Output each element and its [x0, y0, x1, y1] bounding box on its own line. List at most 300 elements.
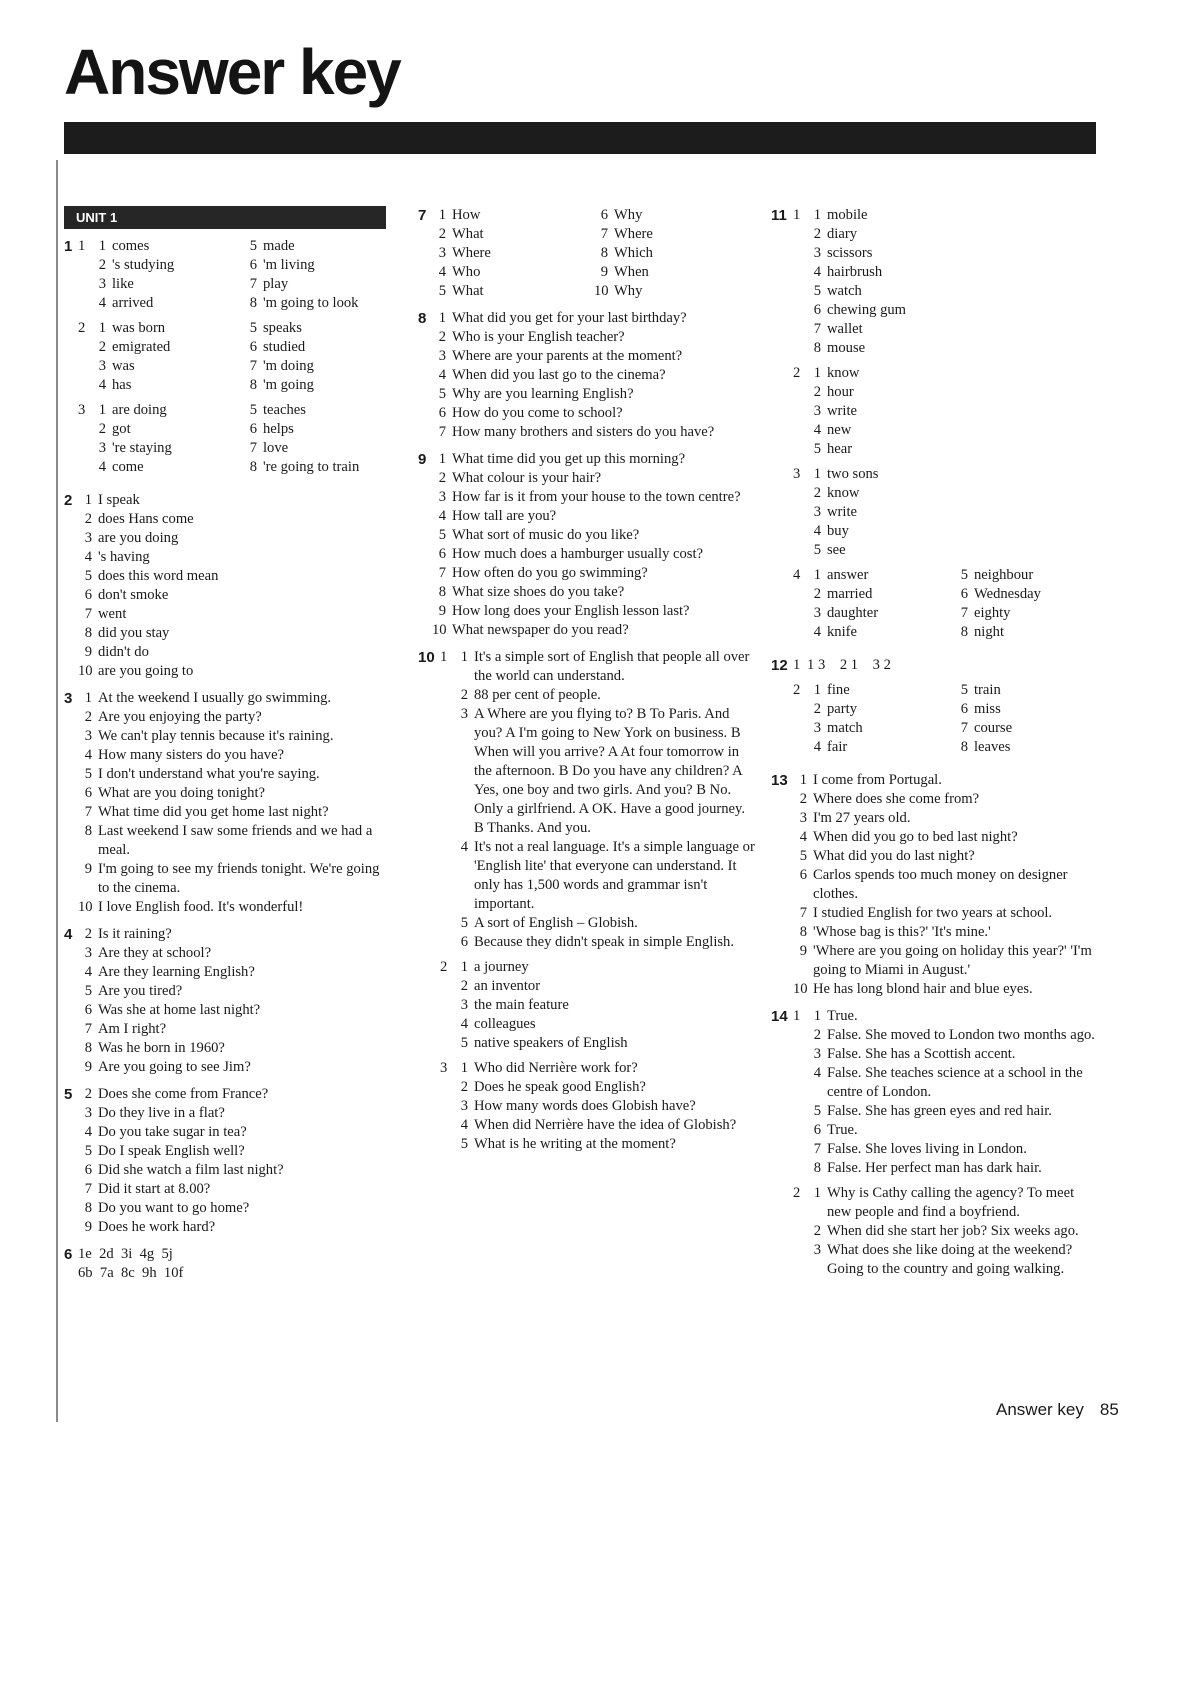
item-number: 2: [813, 586, 821, 602]
exercise-11-part-4: [793, 566, 1101, 642]
item-number: 2: [460, 978, 468, 994]
answer-row: 6b 7a 8c 9h 10f: [78, 1265, 184, 1281]
item-number: 5: [249, 320, 257, 336]
item-text: I don't understand what you're saying.: [98, 766, 320, 782]
item-number: 5: [813, 542, 821, 558]
item-text: was born: [112, 320, 166, 336]
item-text: Do they live in a flat?: [98, 1105, 225, 1121]
footer-label: Answer key: [996, 1400, 1084, 1419]
item-text: Carlos spends too much money on designer clothes.: [813, 867, 1068, 902]
item-text: write: [827, 504, 857, 520]
answer-item: [78, 1104, 394, 1123]
page-left-rule: [56, 160, 58, 1422]
exercise-11: [771, 206, 1101, 648]
item-number: 8: [799, 924, 807, 940]
answer-item: [454, 1116, 756, 1135]
item-text: When did she start her job? Six weeks ago.: [827, 1223, 1079, 1239]
answer-item: [78, 1001, 394, 1020]
exercise-14-part-2: [793, 1184, 1101, 1279]
answer-item: [78, 784, 394, 803]
item-number: 1: [98, 238, 106, 254]
exercise-1: [64, 237, 394, 483]
item-number: 6: [249, 421, 257, 437]
item-number: 4: [84, 747, 92, 763]
item-text: course: [974, 720, 1013, 736]
item-number: 2: [98, 421, 106, 437]
item-number: 5: [84, 1143, 92, 1159]
item-text: I'm going to see my friends tonight. We're going to the cinema.: [98, 861, 380, 896]
item-number: 7: [438, 565, 446, 581]
part-number: 3: [793, 466, 801, 482]
answer-item: [954, 604, 1101, 623]
item-number: 1: [813, 567, 821, 583]
answer-item: [594, 263, 756, 282]
item-text: got: [112, 421, 131, 437]
answer-item: [807, 566, 954, 585]
item-number: 2: [813, 384, 821, 400]
item-text: What are you doing tonight?: [98, 785, 265, 801]
item-number: 5: [960, 682, 968, 698]
answer-item: [243, 256, 394, 275]
answer-item: [807, 522, 1101, 541]
item-text: Where: [452, 245, 491, 261]
item-number: 10: [432, 622, 447, 638]
answer-item: [807, 700, 954, 719]
item-number: 1: [813, 1185, 821, 1201]
item-number: 8: [249, 377, 257, 393]
item-text: How many sisters do you have?: [98, 747, 285, 763]
item-number: 3: [799, 810, 807, 826]
item-text: write: [827, 403, 857, 419]
item-text: hour: [827, 384, 854, 400]
item-text: 'm doing: [263, 358, 314, 374]
item-text: 're going to train: [263, 459, 360, 475]
part-number: 1: [78, 238, 86, 254]
page-number: 85: [1099, 1400, 1119, 1419]
item-number: 5: [460, 915, 468, 931]
item-text: What does she like doing at the weekend? Going to the country and going walking.: [827, 1242, 1073, 1277]
item-number: 4: [438, 264, 446, 280]
item-number: 7: [960, 605, 968, 621]
answer-item: [454, 933, 756, 952]
item-text: Does she come from France?: [98, 1086, 269, 1102]
answer-item: [807, 206, 1101, 225]
item-number: 2: [84, 709, 92, 725]
item-number: 1: [813, 466, 821, 482]
answer-item: [807, 604, 954, 623]
answer-item: [432, 404, 756, 423]
title-bar: [64, 122, 1096, 154]
item-text: How far is it from your house to the town centre?: [452, 489, 741, 505]
answer-item: [807, 402, 1101, 421]
item-number: 7: [249, 440, 257, 456]
item-text: 'm going: [263, 377, 314, 393]
item-text: made: [263, 238, 295, 254]
answer-item: [454, 1059, 756, 1078]
exercise-11-part-1: [793, 206, 1101, 358]
item-text: 's having: [98, 549, 150, 565]
answer-item: [92, 256, 243, 275]
item-number: 4: [460, 839, 468, 855]
item-text: does this word mean: [98, 568, 219, 584]
item-number: 5: [799, 848, 807, 864]
item-text: Who is your English teacher?: [452, 329, 625, 345]
item-text: mouse: [827, 340, 866, 356]
item-text: are doing: [112, 402, 167, 418]
item-text: Last weekend I saw some friends and we had a meal.: [98, 823, 373, 858]
item-text: False. She has green eyes and red hair.: [827, 1103, 1052, 1119]
item-text: True.: [827, 1122, 858, 1138]
item-text: studied: [263, 339, 306, 355]
answer-item: [78, 491, 394, 510]
answer-item: [432, 309, 756, 328]
item-number: 2: [813, 485, 821, 501]
item-text: match: [827, 720, 863, 736]
item-number: 5: [438, 386, 446, 402]
item-text: What did you do last night?: [813, 848, 975, 864]
part-number: 1: [793, 207, 801, 223]
answer-item: [78, 586, 394, 605]
exercise-8: [418, 309, 756, 442]
item-number: 5: [813, 1103, 821, 1119]
item-number: 4: [460, 1117, 468, 1133]
answer-item: [807, 1184, 1101, 1222]
answer-item: [432, 450, 756, 469]
item-text: It's not a real language. It's a simple language or 'English lite' that everyone can understand. It only has 1,500 words and grammar isn't important.: [474, 839, 755, 912]
exercise-5: [64, 1085, 394, 1237]
item-number: 7: [813, 321, 821, 337]
exercise-number: 7: [418, 207, 427, 224]
item-text: How many brothers and sisters do you have?: [452, 424, 715, 440]
item-number: 3: [98, 358, 106, 374]
answer-item: [954, 719, 1101, 738]
item-text: Was he born in 1960?: [98, 1040, 225, 1056]
exercise-6: [64, 1245, 394, 1283]
item-number: 1: [460, 1060, 468, 1076]
answer-item: [807, 1102, 1101, 1121]
answer-item: [432, 423, 756, 442]
answer-item: [92, 294, 243, 313]
item-text: didn't do: [98, 644, 149, 660]
answer-item: [78, 746, 394, 765]
item-number: 8: [600, 245, 608, 261]
answer-item: [807, 282, 1101, 301]
exercise-14-part-1: [793, 1007, 1101, 1178]
item-number: 3: [813, 720, 821, 736]
item-text: 'm going to look: [263, 295, 359, 311]
item-text: Are they learning English?: [98, 964, 255, 980]
answer-item: [807, 738, 954, 757]
item-number: 6: [84, 785, 92, 801]
answer-item: [78, 643, 394, 662]
item-number: 1: [438, 451, 446, 467]
answer-item: [92, 401, 243, 420]
answer-item: [92, 458, 243, 477]
item-text: When did you last go to the cinema?: [452, 367, 666, 383]
part-number: 2: [78, 320, 86, 336]
answer-item: [807, 1064, 1101, 1102]
item-text: chewing gum: [827, 302, 907, 318]
item-number: 5: [438, 527, 446, 543]
item-text: teaches: [263, 402, 306, 418]
answer-item: [78, 1085, 394, 1104]
item-number: 7: [84, 804, 92, 820]
item-text: has: [112, 377, 132, 393]
answer-item: [793, 923, 1101, 942]
item-number: 5: [813, 283, 821, 299]
item-number: 1: [84, 690, 92, 706]
item-number: 4: [438, 367, 446, 383]
item-text: a journey: [474, 959, 529, 975]
item-text: False. Her perfect man has dark hair.: [827, 1160, 1042, 1176]
item-number: 6: [799, 867, 807, 883]
item-text: an inventor: [474, 978, 541, 994]
answer-item: [807, 503, 1101, 522]
answer-item: [78, 708, 394, 727]
answer-item: [432, 564, 756, 583]
item-text: Which: [614, 245, 653, 261]
item-text: the main feature: [474, 997, 569, 1013]
item-number: 9: [84, 861, 92, 877]
answer-item: [807, 541, 1101, 560]
item-text: are you doing: [98, 530, 179, 546]
item-text: What did you get for your last birthday?: [452, 310, 687, 326]
answer-item: [78, 605, 394, 624]
item-text: Who did Nerrière work for?: [474, 1060, 638, 1076]
item-number: 5: [460, 1136, 468, 1152]
exercise-10-part-3: [440, 1059, 756, 1154]
item-number: 6: [84, 1002, 92, 1018]
answer-item: [432, 282, 594, 301]
item-number: 3: [84, 945, 92, 961]
item-number: 2: [84, 511, 92, 527]
item-text: mobile: [827, 207, 868, 223]
item-text: What is he writing at the moment?: [474, 1136, 676, 1152]
item-text: was: [112, 358, 135, 374]
exercise-9: [418, 450, 756, 640]
item-number: 2: [438, 329, 446, 345]
item-number: 5: [813, 441, 821, 457]
item-text: Do you take sugar in tea?: [98, 1124, 247, 1140]
answer-item: [78, 624, 394, 643]
item-number: 5: [249, 238, 257, 254]
item-text: False. She loves living in London.: [827, 1141, 1027, 1157]
page-footer: [996, 1400, 1119, 1420]
answer-item: [78, 548, 394, 567]
answer-item: [432, 244, 594, 263]
part-number: 1: [440, 649, 448, 665]
item-number: 5: [84, 766, 92, 782]
item-number: 10: [793, 981, 808, 997]
column-3: [771, 206, 1101, 1293]
item-text: fair: [827, 739, 848, 755]
item-number: 9: [438, 603, 446, 619]
exercise-number: 3: [64, 690, 73, 707]
answer-item: [807, 440, 1101, 459]
part-number: 1: [793, 1008, 801, 1024]
item-text: How: [452, 207, 481, 223]
answer-item: [432, 526, 756, 545]
answer-item: [78, 529, 394, 548]
answer-item: [454, 914, 756, 933]
item-text: Are you enjoying the party?: [98, 709, 262, 725]
item-number: 4: [799, 829, 807, 845]
item-text: emigrated: [112, 339, 171, 355]
answer-item: [243, 376, 394, 395]
item-number: 6: [460, 934, 468, 950]
item-text: It's a simple sort of English that people all over the world can understand.: [474, 649, 750, 684]
item-number: 3: [98, 276, 106, 292]
item-text: Do I speak English well?: [98, 1143, 245, 1159]
item-number: 6: [249, 339, 257, 355]
item-text: Did she watch a film last night?: [98, 1162, 284, 1178]
answer-item: [807, 1140, 1101, 1159]
item-text: buy: [827, 523, 849, 539]
item-text: Who: [452, 264, 481, 280]
answer-item: [92, 275, 243, 294]
answer-item: [243, 237, 394, 256]
answer-item: [594, 244, 756, 263]
item-text: We can't play tennis because it's raining.: [98, 728, 334, 744]
item-text: 're staying: [112, 440, 172, 456]
exercise-1-part-1: [78, 237, 394, 313]
item-text: Are you going to see Jim?: [98, 1059, 251, 1075]
answer-item: [243, 319, 394, 338]
answer-item: [92, 237, 243, 256]
item-number: 1: [438, 310, 446, 326]
item-number: 5: [84, 568, 92, 584]
answer-item: [78, 689, 394, 708]
item-number: 7: [84, 1021, 92, 1037]
item-number: 10: [78, 899, 93, 915]
item-number: 7: [84, 1181, 92, 1197]
item-text: comes: [112, 238, 150, 254]
item-number: 2: [813, 1027, 821, 1043]
item-number: 1: [98, 320, 106, 336]
item-number: 1: [84, 492, 92, 508]
item-number: 2: [98, 339, 106, 355]
item-number: 8: [438, 584, 446, 600]
item-number: 5: [438, 283, 446, 299]
answer-item: [432, 225, 594, 244]
item-number: 3: [813, 403, 821, 419]
answer-item: [432, 621, 756, 640]
part-number: 2: [793, 365, 801, 381]
item-number: 5: [960, 567, 968, 583]
item-number: 2: [813, 701, 821, 717]
item-text: 's studying: [112, 257, 175, 273]
item-number: 6: [960, 701, 968, 717]
exercise-number: 13: [771, 772, 788, 789]
item-number: 3: [460, 1098, 468, 1114]
answer-item: [432, 583, 756, 602]
answer-item: [807, 364, 1101, 383]
item-number: 2: [799, 791, 807, 807]
item-number: 9: [84, 1059, 92, 1075]
item-text: Where are your parents at the moment?: [452, 348, 683, 364]
item-number: 5: [84, 983, 92, 999]
answer-item: [454, 996, 756, 1015]
item-text: daughter: [827, 605, 879, 621]
exercise-1-part-3: [78, 401, 394, 477]
item-number: 8: [960, 739, 968, 755]
item-number: 6: [960, 586, 968, 602]
exercise-number: 12: [771, 657, 788, 674]
item-text: A sort of English – Globish.: [474, 915, 638, 931]
answer-item: [793, 790, 1101, 809]
answer-item: [92, 439, 243, 458]
exercise-number: 10: [418, 649, 435, 666]
exercise-10: [418, 648, 756, 1160]
item-number: 6: [249, 257, 257, 273]
item-text: arrived: [112, 295, 154, 311]
item-text: play: [263, 276, 289, 292]
item-number: 4: [98, 377, 106, 393]
exercise-number: 14: [771, 1008, 788, 1025]
item-text: False. She moved to London two months ago.: [827, 1027, 1095, 1043]
item-number: 7: [799, 905, 807, 921]
item-number: 9: [600, 264, 608, 280]
item-number: 3: [438, 245, 446, 261]
item-text: married: [827, 586, 873, 602]
column-1: [64, 206, 394, 1291]
item-number: 8: [84, 1040, 92, 1056]
item-text: A Where are you flying to? B To Paris. And you? A I'm going to New York on business. B When will you arrive? A At four tomorrow in the afternoon. B Do you have any children? A Yes, one boy and two girls. And you? B No. Only a girlfriend. A OK. Have a good journey. B Thanks. And you.: [474, 706, 746, 836]
exercise-number: 8: [418, 310, 427, 327]
item-number: 2: [98, 257, 106, 273]
exercise-3: [64, 689, 394, 917]
answer-item: [78, 925, 394, 944]
item-number: 10: [594, 283, 609, 299]
item-number: 2: [460, 687, 468, 703]
answer-item: [78, 1039, 394, 1058]
item-number: 8: [249, 459, 257, 475]
item-number: 8: [84, 1200, 92, 1216]
item-number: 2: [84, 1086, 92, 1102]
exercise-12-part-1: [793, 656, 1101, 675]
answer-item: [807, 719, 954, 738]
item-text: native speakers of English: [474, 1035, 628, 1051]
answer-item: [243, 275, 394, 294]
answer-item: [807, 1159, 1101, 1178]
item-text: What sort of music do you like?: [452, 527, 640, 543]
answer-item: [807, 623, 954, 642]
answer-item: [454, 1015, 756, 1034]
item-number: 8: [84, 625, 92, 641]
exercise-number: 9: [418, 451, 427, 468]
answer-item: [432, 366, 756, 385]
item-number: 6: [600, 207, 608, 223]
item-text: Did it start at 8.00?: [98, 1181, 211, 1197]
item-number: 3: [460, 706, 468, 722]
answer-item: [92, 357, 243, 376]
answer-item: [243, 458, 394, 477]
item-number: 2: [460, 1079, 468, 1095]
item-text: At the weekend I usually go swimming.: [98, 690, 332, 706]
answer-item: [78, 1123, 394, 1142]
item-text: went: [98, 606, 127, 622]
answer-item: [954, 585, 1101, 604]
item-number: 2: [84, 926, 92, 942]
answer-item: [78, 803, 394, 822]
item-text: party: [827, 701, 857, 717]
item-number: 6: [84, 1162, 92, 1178]
item-text: I love English food. It's wonderful!: [98, 899, 304, 915]
item-text: Why: [614, 207, 643, 223]
answer-item: [454, 838, 756, 914]
item-text: How do you come to school?: [452, 405, 623, 421]
item-number: 3: [84, 1105, 92, 1121]
